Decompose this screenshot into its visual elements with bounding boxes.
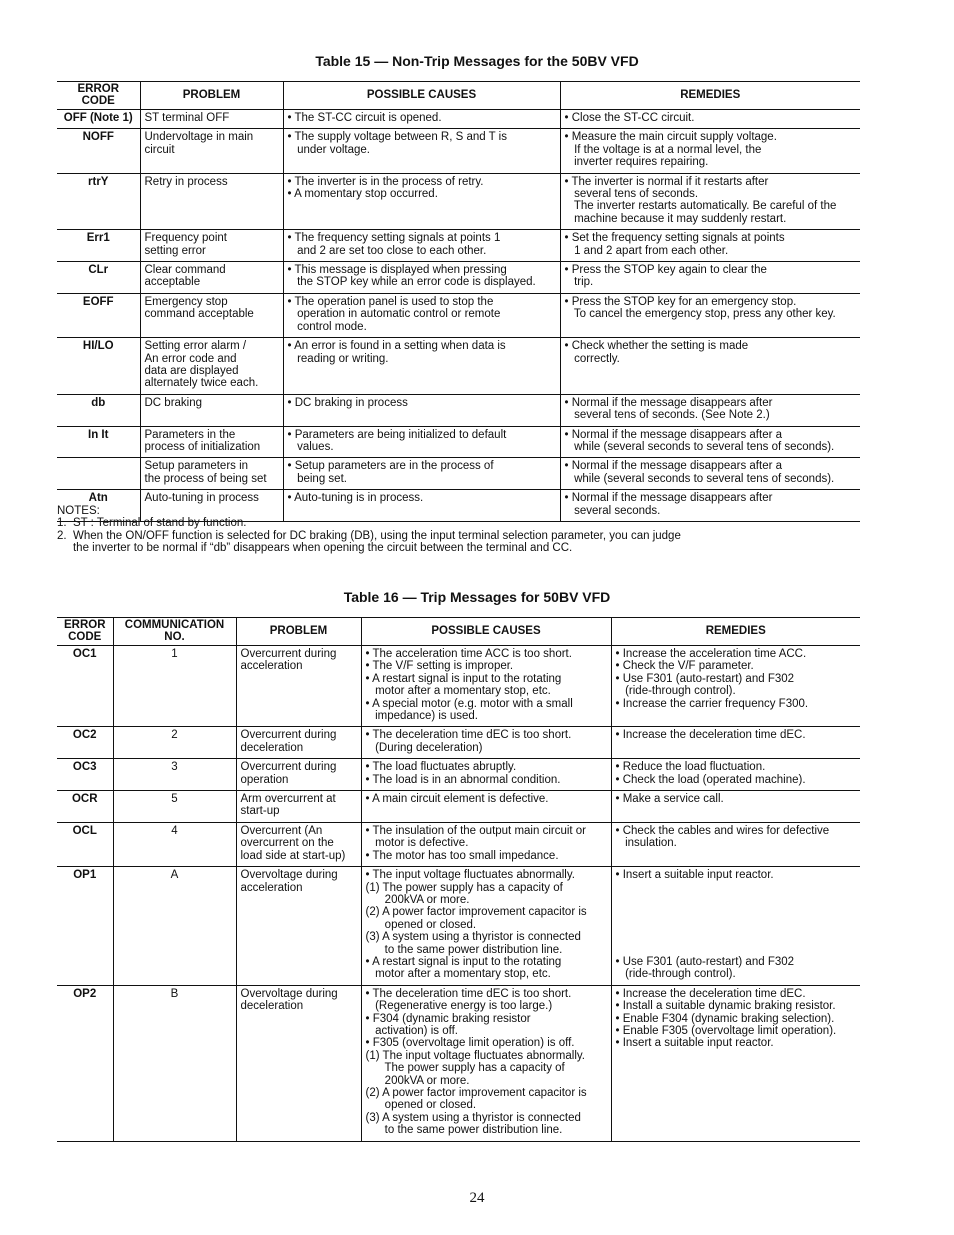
error-code: OCL bbox=[57, 822, 113, 866]
cell-line: • Setup parameters are in the process of bbox=[287, 460, 494, 473]
cell-line: • The supply voltage between R, S and T is bbox=[287, 131, 507, 144]
problem-cell bbox=[140, 426, 283, 458]
problem-cell bbox=[140, 293, 283, 337]
table-row bbox=[57, 791, 860, 823]
note-line: the inverter to be normal if “db” disappears when opening the circuit between the terminal and CC. bbox=[57, 542, 573, 555]
page-number: 24 bbox=[469, 1190, 485, 1206]
cell-line: machine because it may suddenly restart. bbox=[564, 212, 787, 225]
cell-line: • Normal if the message disappears after bbox=[564, 492, 773, 505]
causes-cell bbox=[283, 293, 560, 337]
cell-line: • Use F301 (auto-restart) and F302 bbox=[615, 672, 795, 685]
error-code: OP1 bbox=[57, 867, 113, 986]
causes-cell bbox=[283, 394, 560, 426]
cell-line: opened or closed. bbox=[365, 918, 477, 931]
cell-line: (1) The power supply has a capacity of bbox=[365, 881, 563, 894]
cell-line: • A momentary stop occurred. bbox=[287, 188, 438, 201]
cell-line: Setup parameters in bbox=[144, 460, 249, 473]
cell-line: Overvoltage during bbox=[240, 987, 338, 1000]
cell-line: • Use F301 (auto-restart) and F302 bbox=[615, 955, 795, 968]
cell-line: Setting error alarm / bbox=[144, 340, 247, 353]
cell-line: (2) A power factor improvement capacitor is bbox=[365, 1087, 587, 1099]
cell-line: • The acceleration time ACC is too short. bbox=[365, 648, 572, 660]
communication-no: B bbox=[113, 985, 236, 1141]
remedies-cell bbox=[560, 129, 860, 173]
causes-cell bbox=[361, 985, 611, 1141]
cell-line: • The insulation of the output main circuit or bbox=[365, 824, 587, 837]
cell-line: and 2 are set too close to each other. bbox=[287, 244, 487, 257]
causes-cell bbox=[283, 129, 560, 173]
cell-line: load side at start-up) bbox=[240, 849, 346, 862]
cell-line: control mode. bbox=[287, 320, 367, 333]
remedies-cell bbox=[611, 646, 860, 727]
column-header: ERROR CODE bbox=[57, 82, 140, 110]
cell-line: • DC braking in process bbox=[287, 396, 408, 409]
cell-line: • The load is in an abnormal condition. bbox=[365, 773, 561, 786]
problem-cell bbox=[236, 867, 361, 986]
table-row bbox=[57, 985, 860, 1141]
column-header: PROBLEM bbox=[140, 82, 283, 110]
cell-line: • Enable F304 (dynamic braking selection). bbox=[615, 1012, 835, 1025]
cell-line: • Auto-tuning is in process. bbox=[287, 492, 424, 505]
cell-line: • Insert a suitable input reactor. bbox=[615, 1037, 774, 1050]
cell-line: the STOP key while an error code is displayed. bbox=[287, 276, 536, 289]
cell-line: • Press the STOP key for an emergency stop. bbox=[564, 295, 797, 308]
error-code: NOFF bbox=[57, 129, 140, 173]
cell-line: • A restart signal is input to the rotating bbox=[365, 955, 562, 968]
cell-line: motor after a momentary stop, etc. bbox=[365, 968, 551, 981]
cell-line: acceptable bbox=[144, 276, 201, 289]
problem-cell bbox=[140, 262, 283, 294]
cell-line: Undervoltage in main bbox=[144, 131, 254, 144]
cell-line: circuit bbox=[144, 143, 175, 156]
cell-line: Emergency stop bbox=[144, 295, 228, 308]
cell-line: inverter requires repairing. bbox=[564, 156, 709, 169]
table-row bbox=[57, 110, 860, 129]
causes-cell bbox=[361, 727, 611, 759]
causes-cell bbox=[283, 230, 560, 262]
cell-line: To cancel the emergency stop, press any other key. bbox=[564, 308, 836, 321]
cell-line: Overvoltage during bbox=[240, 869, 338, 882]
cell-line: insulation. bbox=[615, 837, 677, 850]
cell-line: operation in automatic control or remote bbox=[287, 308, 501, 321]
cell-line: • Increase the deceleration time dEC. bbox=[615, 729, 806, 742]
error-code: Atn bbox=[57, 490, 140, 522]
cell-line: several tens of seconds. bbox=[564, 188, 699, 201]
cell-line: Overcurrent during bbox=[240, 729, 337, 742]
remedies-cell bbox=[611, 822, 860, 866]
cell-line: start-up bbox=[240, 805, 280, 818]
error-code: CLr bbox=[57, 262, 140, 294]
table-row bbox=[57, 338, 860, 395]
cell-line: motor after a momentary stop, etc. bbox=[365, 685, 551, 698]
table-row bbox=[57, 293, 860, 337]
problem-cell bbox=[236, 727, 361, 759]
cell-line: • An error is found in a setting when data is bbox=[287, 340, 506, 353]
cell-line: • F305 (overvoltage limit operation) is off. bbox=[365, 1037, 575, 1050]
cell-line: data are displayed bbox=[144, 364, 239, 377]
error-code: rtrY bbox=[57, 173, 140, 230]
cell-line: several seconds. bbox=[564, 504, 661, 517]
problem-cell bbox=[140, 230, 283, 262]
cell-line: Frequency point bbox=[144, 232, 227, 245]
cell-line: • A special motor (e.g. motor with a small bbox=[365, 697, 573, 710]
cell-line: process of initialization bbox=[144, 440, 261, 453]
cell-line: • Close the ST-CC circuit. bbox=[564, 112, 695, 124]
cell-line: being set. bbox=[287, 472, 347, 485]
cell-line: (Regenerative energy is too large.) bbox=[365, 1000, 553, 1013]
note-line: 2. When the ON/OFF function is selected for DC braking (DB), using the input terminal selection parameter, you can judge bbox=[57, 529, 681, 542]
column-header: ERROR CODE bbox=[57, 618, 113, 646]
cell-line: • A main circuit element is defective. bbox=[365, 793, 549, 806]
causes-cell bbox=[361, 791, 611, 823]
cell-line: • The inverter is normal if it restarts after bbox=[564, 175, 769, 188]
note-line: 1. ST : Terminal of stand by function. bbox=[57, 517, 247, 530]
causes-cell bbox=[283, 426, 560, 458]
cell-line: motor is defective. bbox=[365, 837, 469, 850]
remedies-cell bbox=[611, 727, 860, 759]
cell-line: An error code and bbox=[144, 352, 237, 365]
communication-no: A bbox=[113, 867, 236, 986]
error-code: db bbox=[57, 394, 140, 426]
cell-line: • Parameters are being initialized to default bbox=[287, 428, 507, 441]
cell-line: • Check the V/F parameter. bbox=[615, 660, 754, 673]
cell-line: reading or writing. bbox=[287, 352, 389, 365]
cell-line: activation) is off. bbox=[365, 1024, 458, 1037]
cell-line: (3) A system using a thyristor is connected bbox=[365, 1111, 581, 1124]
table16-trip-messages bbox=[57, 617, 860, 1142]
cell-line bbox=[616, 882, 857, 894]
communication-no: 2 bbox=[113, 727, 236, 759]
cell-line: while (several seconds to several tens of seconds). bbox=[564, 472, 835, 485]
cell-line: • Enable F305 (overvoltage limit operation). bbox=[615, 1024, 837, 1037]
cell-line bbox=[616, 919, 857, 931]
communication-no: 3 bbox=[113, 759, 236, 791]
table-row bbox=[57, 230, 860, 262]
causes-cell bbox=[283, 173, 560, 230]
cell-line: command acceptable bbox=[144, 308, 254, 321]
cell-line: • Normal if the message disappears after bbox=[564, 396, 773, 409]
cell-line: • The motor has too small impedance. bbox=[365, 849, 559, 862]
table-row bbox=[57, 727, 860, 759]
causes-cell bbox=[283, 110, 560, 129]
problem-cell bbox=[236, 646, 361, 727]
causes-cell bbox=[361, 822, 611, 866]
cell-line: • Normal if the message disappears after a bbox=[564, 428, 783, 441]
cell-line: • Check the cables and wires for defective bbox=[615, 824, 830, 837]
cell-line: 200kVA or more. bbox=[365, 1074, 470, 1087]
cell-line: • The inverter is in the process of retry. bbox=[287, 175, 484, 188]
table-row bbox=[57, 759, 860, 791]
cell-line bbox=[616, 931, 857, 943]
cell-line: Overcurrent (An bbox=[240, 824, 323, 837]
cell-line: • The load fluctuates abruptly. bbox=[365, 761, 517, 774]
table-row bbox=[57, 867, 860, 986]
cell-line: the process of being set bbox=[144, 472, 267, 485]
cell-line: overcurrent on the bbox=[240, 837, 334, 850]
cell-line: ST terminal OFF bbox=[144, 112, 230, 124]
cell-line: • The deceleration time dEC is too short. bbox=[365, 987, 572, 1000]
cell-line: • This message is displayed when pressing bbox=[287, 264, 507, 277]
table15-header-row bbox=[57, 82, 860, 110]
cell-line: acceleration bbox=[240, 660, 303, 673]
remedies-cell bbox=[611, 791, 860, 823]
cell-line: • The V/F setting is improper. bbox=[365, 660, 514, 673]
table-row bbox=[57, 426, 860, 458]
problem-cell bbox=[140, 338, 283, 395]
column-header: REMEDIES bbox=[611, 618, 860, 646]
cell-line: 1 and 2 apart from each other. bbox=[564, 244, 729, 257]
cell-line: under voltage. bbox=[287, 143, 370, 156]
table-row bbox=[57, 458, 860, 490]
cell-line: deceleration bbox=[240, 1000, 304, 1013]
problem-cell bbox=[236, 791, 361, 823]
cell-line: opened or closed. bbox=[365, 1099, 477, 1112]
cell-line: deceleration bbox=[240, 741, 304, 754]
cell-line: to the same power distribution line. bbox=[365, 1124, 563, 1137]
communication-no: 5 bbox=[113, 791, 236, 823]
causes-cell bbox=[283, 458, 560, 490]
remedies-cell bbox=[560, 293, 860, 337]
column-header: POSSIBLE CAUSES bbox=[361, 618, 611, 646]
cell-line: If the voltage is at a normal level, the bbox=[564, 143, 762, 156]
cell-line: to the same power distribution line. bbox=[365, 943, 563, 956]
cell-line: correctly. bbox=[564, 352, 620, 365]
column-header: POSSIBLE CAUSES bbox=[283, 82, 560, 110]
problem-cell bbox=[140, 173, 283, 230]
table-row bbox=[57, 129, 860, 173]
table-row bbox=[57, 394, 860, 426]
remedies-cell bbox=[560, 458, 860, 490]
cell-line: • Insert a suitable input reactor. bbox=[615, 869, 774, 882]
cell-line: (1) The input voltage fluctuates abnormally. bbox=[365, 1049, 585, 1062]
error-code: OC2 bbox=[57, 727, 113, 759]
cell-line: • Increase the deceleration time dEC. bbox=[615, 987, 806, 1000]
error-code: OCR bbox=[57, 791, 113, 823]
remedies-cell bbox=[560, 338, 860, 395]
error-code: OP2 bbox=[57, 985, 113, 1141]
cell-line: • Check the load (operated machine). bbox=[615, 773, 806, 786]
cell-line: DC braking bbox=[144, 396, 203, 409]
cell-line: (ride-through control). bbox=[615, 685, 736, 698]
remedies-cell bbox=[611, 759, 860, 791]
cell-line: 200kVA or more. bbox=[365, 893, 470, 906]
cell-line: • Set the frequency setting signals at points bbox=[564, 232, 785, 245]
cell-line: alternately twice each. bbox=[144, 377, 259, 390]
cell-line: The inverter restarts automatically. Be careful of the bbox=[564, 200, 837, 213]
error-code bbox=[57, 458, 140, 490]
cell-line: while (several seconds to several tens of seconds). bbox=[564, 440, 835, 453]
table-row bbox=[57, 262, 860, 294]
table15-title: Table 15 — Non-Trip Messages for the 50BV VFD bbox=[315, 53, 639, 69]
table15-non-trip-messages bbox=[57, 81, 860, 522]
cell-line: values. bbox=[287, 440, 334, 453]
error-code: OC3 bbox=[57, 759, 113, 791]
problem-cell bbox=[140, 394, 283, 426]
remedies-cell bbox=[560, 110, 860, 129]
problem-cell bbox=[140, 458, 283, 490]
error-code: EOFF bbox=[57, 293, 140, 337]
cell-line: Overcurrent during bbox=[240, 648, 337, 660]
cell-line: acceleration bbox=[240, 881, 303, 894]
causes-cell bbox=[283, 262, 560, 294]
causes-cell bbox=[361, 759, 611, 791]
remedies-cell bbox=[560, 426, 860, 458]
error-code: HI/LO bbox=[57, 338, 140, 395]
problem-cell bbox=[140, 110, 283, 129]
cell-line: Overcurrent during bbox=[240, 761, 337, 774]
problem-cell bbox=[236, 822, 361, 866]
table15-notes bbox=[57, 505, 681, 555]
cell-line: • The ST-CC circuit is opened. bbox=[287, 112, 442, 124]
cell-line: impedance) is used. bbox=[365, 710, 479, 723]
cell-line: operation bbox=[240, 773, 289, 786]
causes-cell bbox=[283, 338, 560, 395]
cell-line: • The operation panel is used to stop the bbox=[287, 295, 494, 308]
table16-title: Table 16 — Trip Messages for 50BV VFD bbox=[343, 589, 611, 605]
problem-cell bbox=[236, 985, 361, 1141]
causes-cell bbox=[361, 867, 611, 986]
cell-line: The power supply has a capacity of bbox=[365, 1062, 565, 1075]
table16-header-row bbox=[57, 618, 860, 646]
cell-line: • Normal if the message disappears after a bbox=[564, 460, 783, 473]
error-code: OFF (Note 1) bbox=[57, 110, 140, 129]
cell-line: • F304 (dynamic braking resistor bbox=[365, 1012, 531, 1025]
note-line: NOTES: bbox=[57, 505, 100, 517]
remedies-cell bbox=[560, 173, 860, 230]
cell-line bbox=[616, 894, 857, 906]
cell-line: • Install a suitable dynamic braking resistor. bbox=[615, 1000, 836, 1013]
cell-line: trip. bbox=[564, 276, 594, 289]
communication-no: 4 bbox=[113, 822, 236, 866]
cell-line: • Increase the carrier frequency F300. bbox=[615, 697, 809, 710]
error-code: Err1 bbox=[57, 230, 140, 262]
cell-line: Clear command bbox=[144, 264, 226, 277]
cell-line: • Check whether the setting is made bbox=[564, 340, 749, 353]
remedies-cell bbox=[611, 867, 860, 986]
cell-line: (During deceleration) bbox=[365, 741, 483, 754]
cell-line bbox=[616, 906, 857, 918]
cell-line: Parameters in the bbox=[144, 428, 236, 441]
cell-line: several tens of seconds. (See Note 2.) bbox=[564, 409, 770, 422]
remedies-cell bbox=[560, 230, 860, 262]
cell-line: • Measure the main circuit supply voltage. bbox=[564, 131, 777, 144]
remedies-cell bbox=[560, 394, 860, 426]
column-header: REMEDIES bbox=[560, 82, 860, 110]
cell-line: • Increase the acceleration time ACC. bbox=[615, 648, 807, 660]
cell-line: • A restart signal is input to the rotating bbox=[365, 672, 562, 685]
column-header: PROBLEM bbox=[236, 618, 361, 646]
cell-line: (ride-through control). bbox=[615, 968, 736, 981]
cell-line: • The deceleration time dEC is too short. bbox=[365, 729, 572, 742]
cell-line: (2) A power factor improvement capacitor is bbox=[365, 906, 587, 919]
cell-line: • The input voltage fluctuates abnormally. bbox=[365, 869, 575, 882]
cell-line bbox=[616, 944, 857, 956]
communication-no: 1 bbox=[113, 646, 236, 727]
error-code: In It bbox=[57, 426, 140, 458]
remedies-cell bbox=[560, 262, 860, 294]
cell-line: • Make a service call. bbox=[615, 793, 724, 806]
table-row bbox=[57, 646, 860, 727]
cell-line: • Reduce the load fluctuation. bbox=[615, 761, 766, 774]
problem-cell bbox=[236, 759, 361, 791]
error-code: OC1 bbox=[57, 646, 113, 727]
column-header: COMMUNICATION NO. bbox=[113, 618, 236, 646]
table-row bbox=[57, 822, 860, 866]
cell-line: Auto-tuning in process bbox=[144, 492, 259, 505]
cell-line: (3) A system using a thyristor is connected bbox=[365, 931, 581, 944]
causes-cell bbox=[361, 646, 611, 727]
cell-line: • Press the STOP key again to clear the bbox=[564, 264, 767, 277]
cell-line: Arm overcurrent at bbox=[240, 793, 336, 806]
cell-line: Retry in process bbox=[144, 175, 228, 188]
remedies-cell bbox=[611, 985, 860, 1141]
table-row bbox=[57, 173, 860, 230]
problem-cell bbox=[140, 129, 283, 173]
cell-line: setting error bbox=[144, 244, 206, 257]
cell-line: • The frequency setting signals at points 1 bbox=[287, 232, 501, 245]
